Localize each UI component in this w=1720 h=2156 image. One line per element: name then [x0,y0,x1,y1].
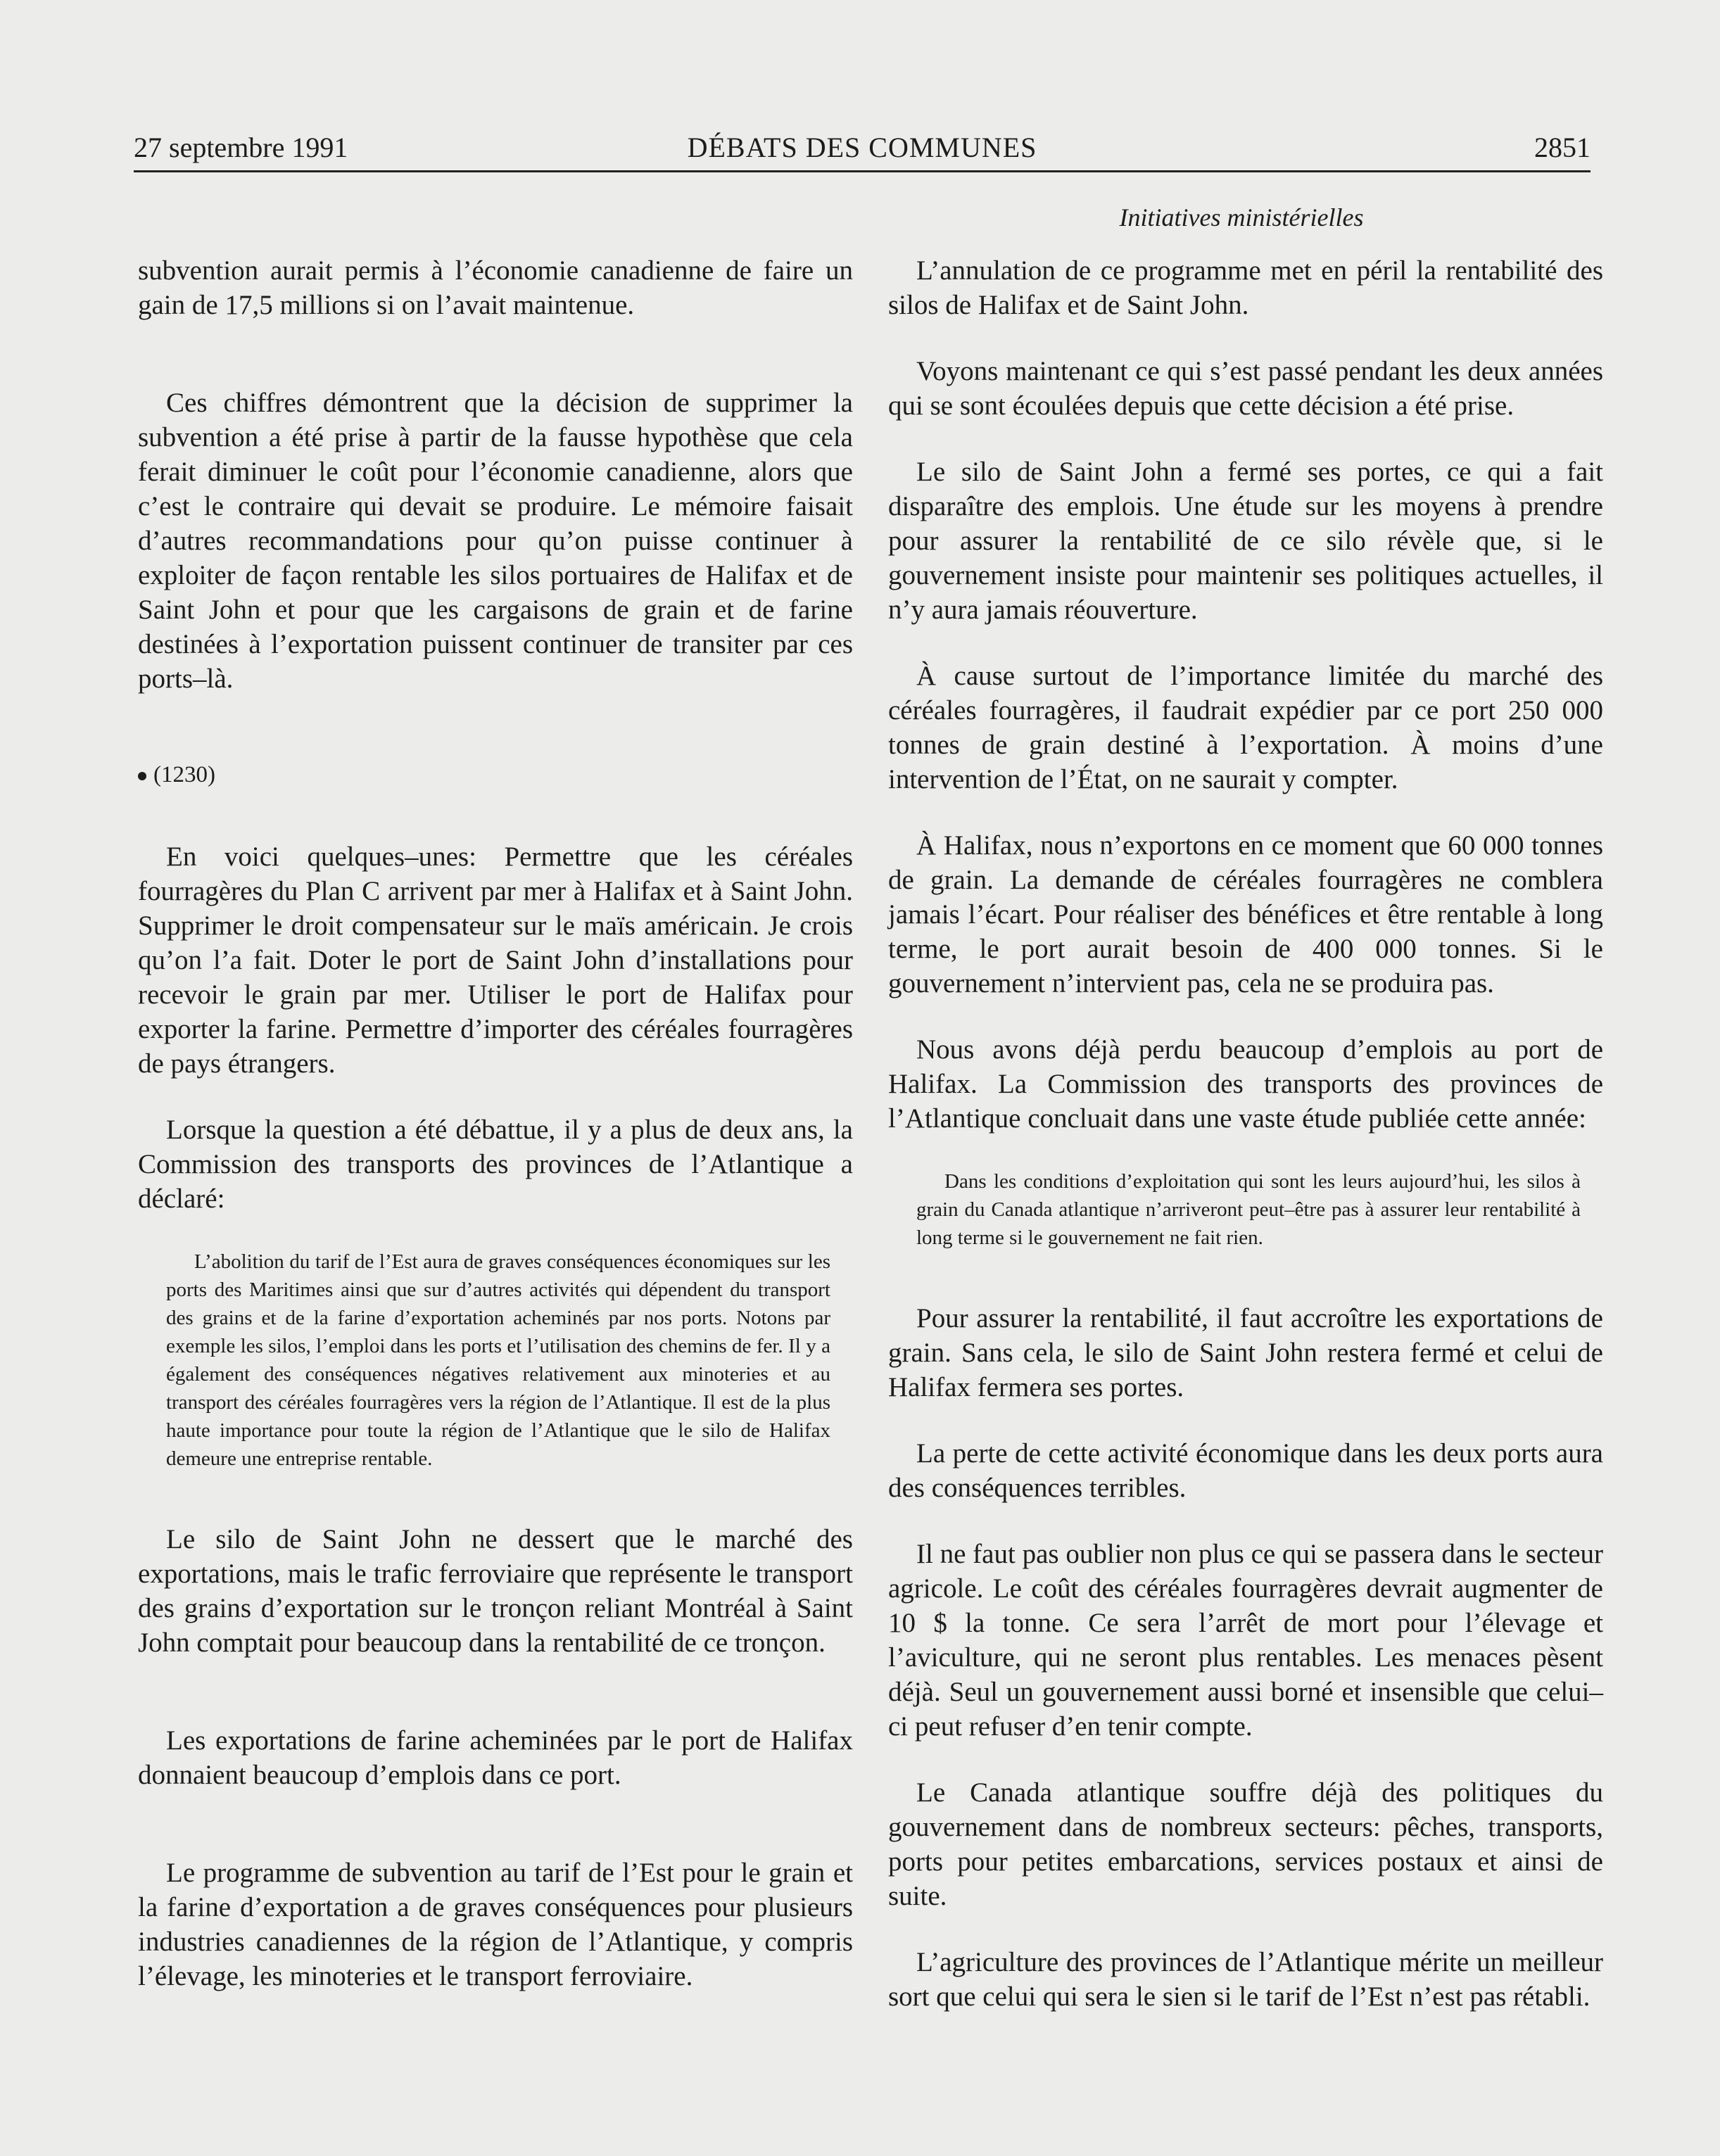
bullet-icon [138,772,146,780]
paragraph: À Halifax, nous n’exportons en ce moment que 60 000 tonnes de grain. La demande de céréales fourragères ne comblera jamais l’écart. Pour réaliser des bénéfices et être rentable à long terme, le port aurait besoin de 400 000 tonnes. Si le gouvernement n’intervient pas, cela ne se produira pas. [888,830,1603,998]
paragraph: Pour assurer la rentabilité, il faut accroître les exportations de grain. Sans cela, le silo de Saint John restera fermé et celui de Halifax fermera ses portes. [888,1303,1603,1402]
section-title: Initiatives ministérielles [1119,203,1364,232]
paragraph: Le programme de subvention au tarif de l’Est pour le grain et la farine d’exportation a de graves conséquences pour plusieurs industries canadiennes de la région de l’Atlantique, y compris l’élevage, les minoteries et le transport ferroviaire. [138,1858,853,1991]
time-marker-label: (1230) [153,762,215,787]
paragraph: Lorsque la question a été débattue, il y a plus de deux ans, la Commission des transports des provinces de l’Atlantique a déclaré: [138,1115,853,1214]
paragraph: subvention aurait permis à l’économie canadienne de faire un gain de 17,5 millions si on l’avait maintenue. [138,255,853,320]
paragraph: Voyons maintenant ce qui s’est passé pendant les deux années qui se sont écoulées depuis que cette décision a été prise. [888,356,1603,421]
block-quote [138,1248,853,1473]
header-date: 27 septembre 1991 [134,132,348,163]
paragraph: Ces chiffres démontrent que la décision de supprimer la subvention a été prise à partir de la fausse hypothèse que cela ferait diminuer le coût pour l’économie canadienne, alors que c’est le contraire qui devait se produire. Le mémoire faisait d’autres recommandations pour qu’on puisse continuer à exploiter de façon rentable les silos portuaires de Halifax et de Saint John et pour que les cargaisons de grain et de farine destinées à l’exportation puissent continuer de transiter par ces ports–là. [138,388,853,694]
right-column [888,253,1603,2046]
quote-text: L’abolition du tarif de l’Est aura de graves conséquences économiques sur les ports des Maritimes ainsi que sur d’autres activités qui dépendent du transport des grains et de la farine d’exportation acheminés par nos ports. Notons par exemple les silos, l’emploi dans les ports et l’utilisation des chemins de fer. Il y a également des conséquences négatives relativement aux minoteries et au transport des céréales fourragères vers la région de l’Atlantique. Il est de la plus haute importance pour toute la région de l’Atlantique que le silo de Halifax demeure une entreprise rentable. [166,1250,830,1470]
paragraph: La perte de cette activité économique dans les deux ports aura des conséquences terribles. [888,1438,1603,1503]
paragraph: L’agriculture des provinces de l’Atlantique mérite un meilleur sort que celui qui sera le sien si le tarif de l’Est n’est pas rétabli. [888,1947,1603,2012]
page-number: 2851 [1534,132,1591,163]
paragraph: L’annulation de ce programme met en péril la rentabilité des silos de Halifax et de Saint John. [888,255,1603,320]
left-column [138,253,853,2025]
paragraph: En voici quelques–unes: Permettre que les céréales fourragères du Plan C arrivent par mer à Halifax et à Saint John. Supprimer le droit compensateur sur le maïs américain. Je crois qu’on l’a fait. Doter le port de Saint John d’installations pour recevoir le grain par mer. Utiliser le port de Halifax pour exporter la farine. Permettre d’importer des céréales fourragères de pays étrangers. [138,842,853,1079]
quote-text: Dans les conditions d’exploitation qui sont les leurs aujourd’hui, les silos à grain du Canada atlantique n’arriveront peut–être pas à assurer leur rentabilité à long terme si le gouvernement ne fait rien. [916,1170,1581,1249]
time-marker [138,759,853,790]
block-quote [888,1167,1603,1252]
paragraph: Il ne faut pas oublier non plus ce qui se passera dans le secteur agricole. Le coût des céréales fourragères devrait augmenter de 10 $ la tonne. Ce sera l’arrêt de mort pour l’élevage et l’aviculture, qui ne seront plus rentables. Les menaces pèsent déjà. Seul un gouvernement aussi borné et insensible que celui–ci peut refuser d’en tenir compte. [888,1539,1603,1742]
header-title: DÉBATS DES COMMUNES [687,132,1037,163]
paragraph: Les exportations de farine acheminées par le port de Halifax donnaient beaucoup d’emplois dans ce port. [138,1725,853,1790]
paragraph: Le silo de Saint John a fermé ses portes, ce qui a fait disparaître des emplois. Une étude sur les moyens à prendre pour assurer la rentabilité de ce silo révèle que, si le gouvernement insiste pour maintenir ses politiques actuelles, il n’y aura jamais réouverture. [888,457,1603,625]
paragraph: Le Canada atlantique souffre déjà des politiques du gouvernement dans de nombreux secteurs: pêches, transports, ports pour petites embarcations, services postaux et ainsi de suite. [888,1777,1603,1911]
paragraph: Nous avons déjà perdu beaucoup d’emplois au port de Halifax. La Commission des transports des provinces de l’Atlantique concluait dans une vaste étude publiée cette année: [888,1034,1603,1134]
page-header [134,131,1591,172]
paragraph: À cause surtout de l’importance limitée du marché des céréales fourragères, il faudrait expédier par ce port 250 000 tonnes de grain destiné à l’exportation. À moins d’une intervention de l’État, on ne saurait y compter. [888,661,1603,794]
paragraph: Le silo de Saint John ne dessert que le marché des exportations, mais le trafic ferroviaire que représente le transport des grains d’exportation sur le tronçon reliant Montréal à Saint John comptait pour beaucoup dans la rentabilité de ce tronçon. [138,1524,853,1658]
